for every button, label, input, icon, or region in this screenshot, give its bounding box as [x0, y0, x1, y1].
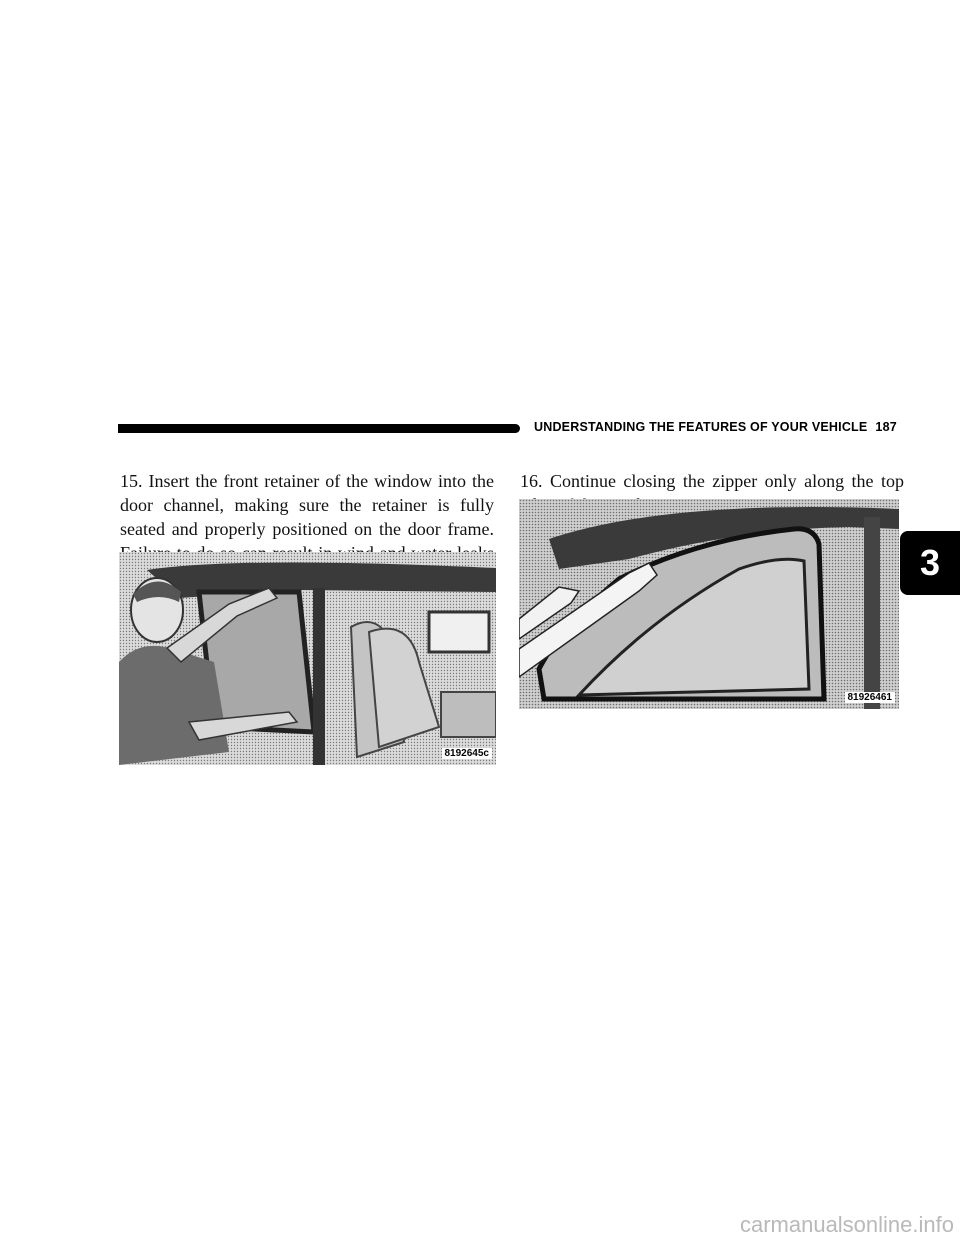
- step-16-text: 16. Continue closing the zipper only along the top: [520, 471, 904, 491]
- figure-code-8192645c: 8192645c: [442, 748, 493, 759]
- page-number: 187: [875, 420, 897, 434]
- figure-zipper-top-edge: [519, 499, 899, 709]
- section-title: UNDERSTANDING THE FEATURES OF YOUR VEHICLE: [534, 420, 868, 434]
- watermark: carmanualsonline.info: [739, 1212, 954, 1237]
- running-header: [534, 420, 904, 438]
- chapter-tab: 3: [900, 531, 960, 595]
- figure-code-81926461: 81926461: [845, 692, 896, 703]
- header-rule: [118, 424, 520, 433]
- step-15-text: 15. Insert the front retainer of the window into the door channel, making sure the retainer is fully seated and properly positioned on the door frame.: [120, 471, 494, 539]
- figure-door-retainer: [119, 552, 496, 765]
- zipper-illustration: [519, 499, 899, 709]
- door-retainer-illustration: [119, 552, 496, 765]
